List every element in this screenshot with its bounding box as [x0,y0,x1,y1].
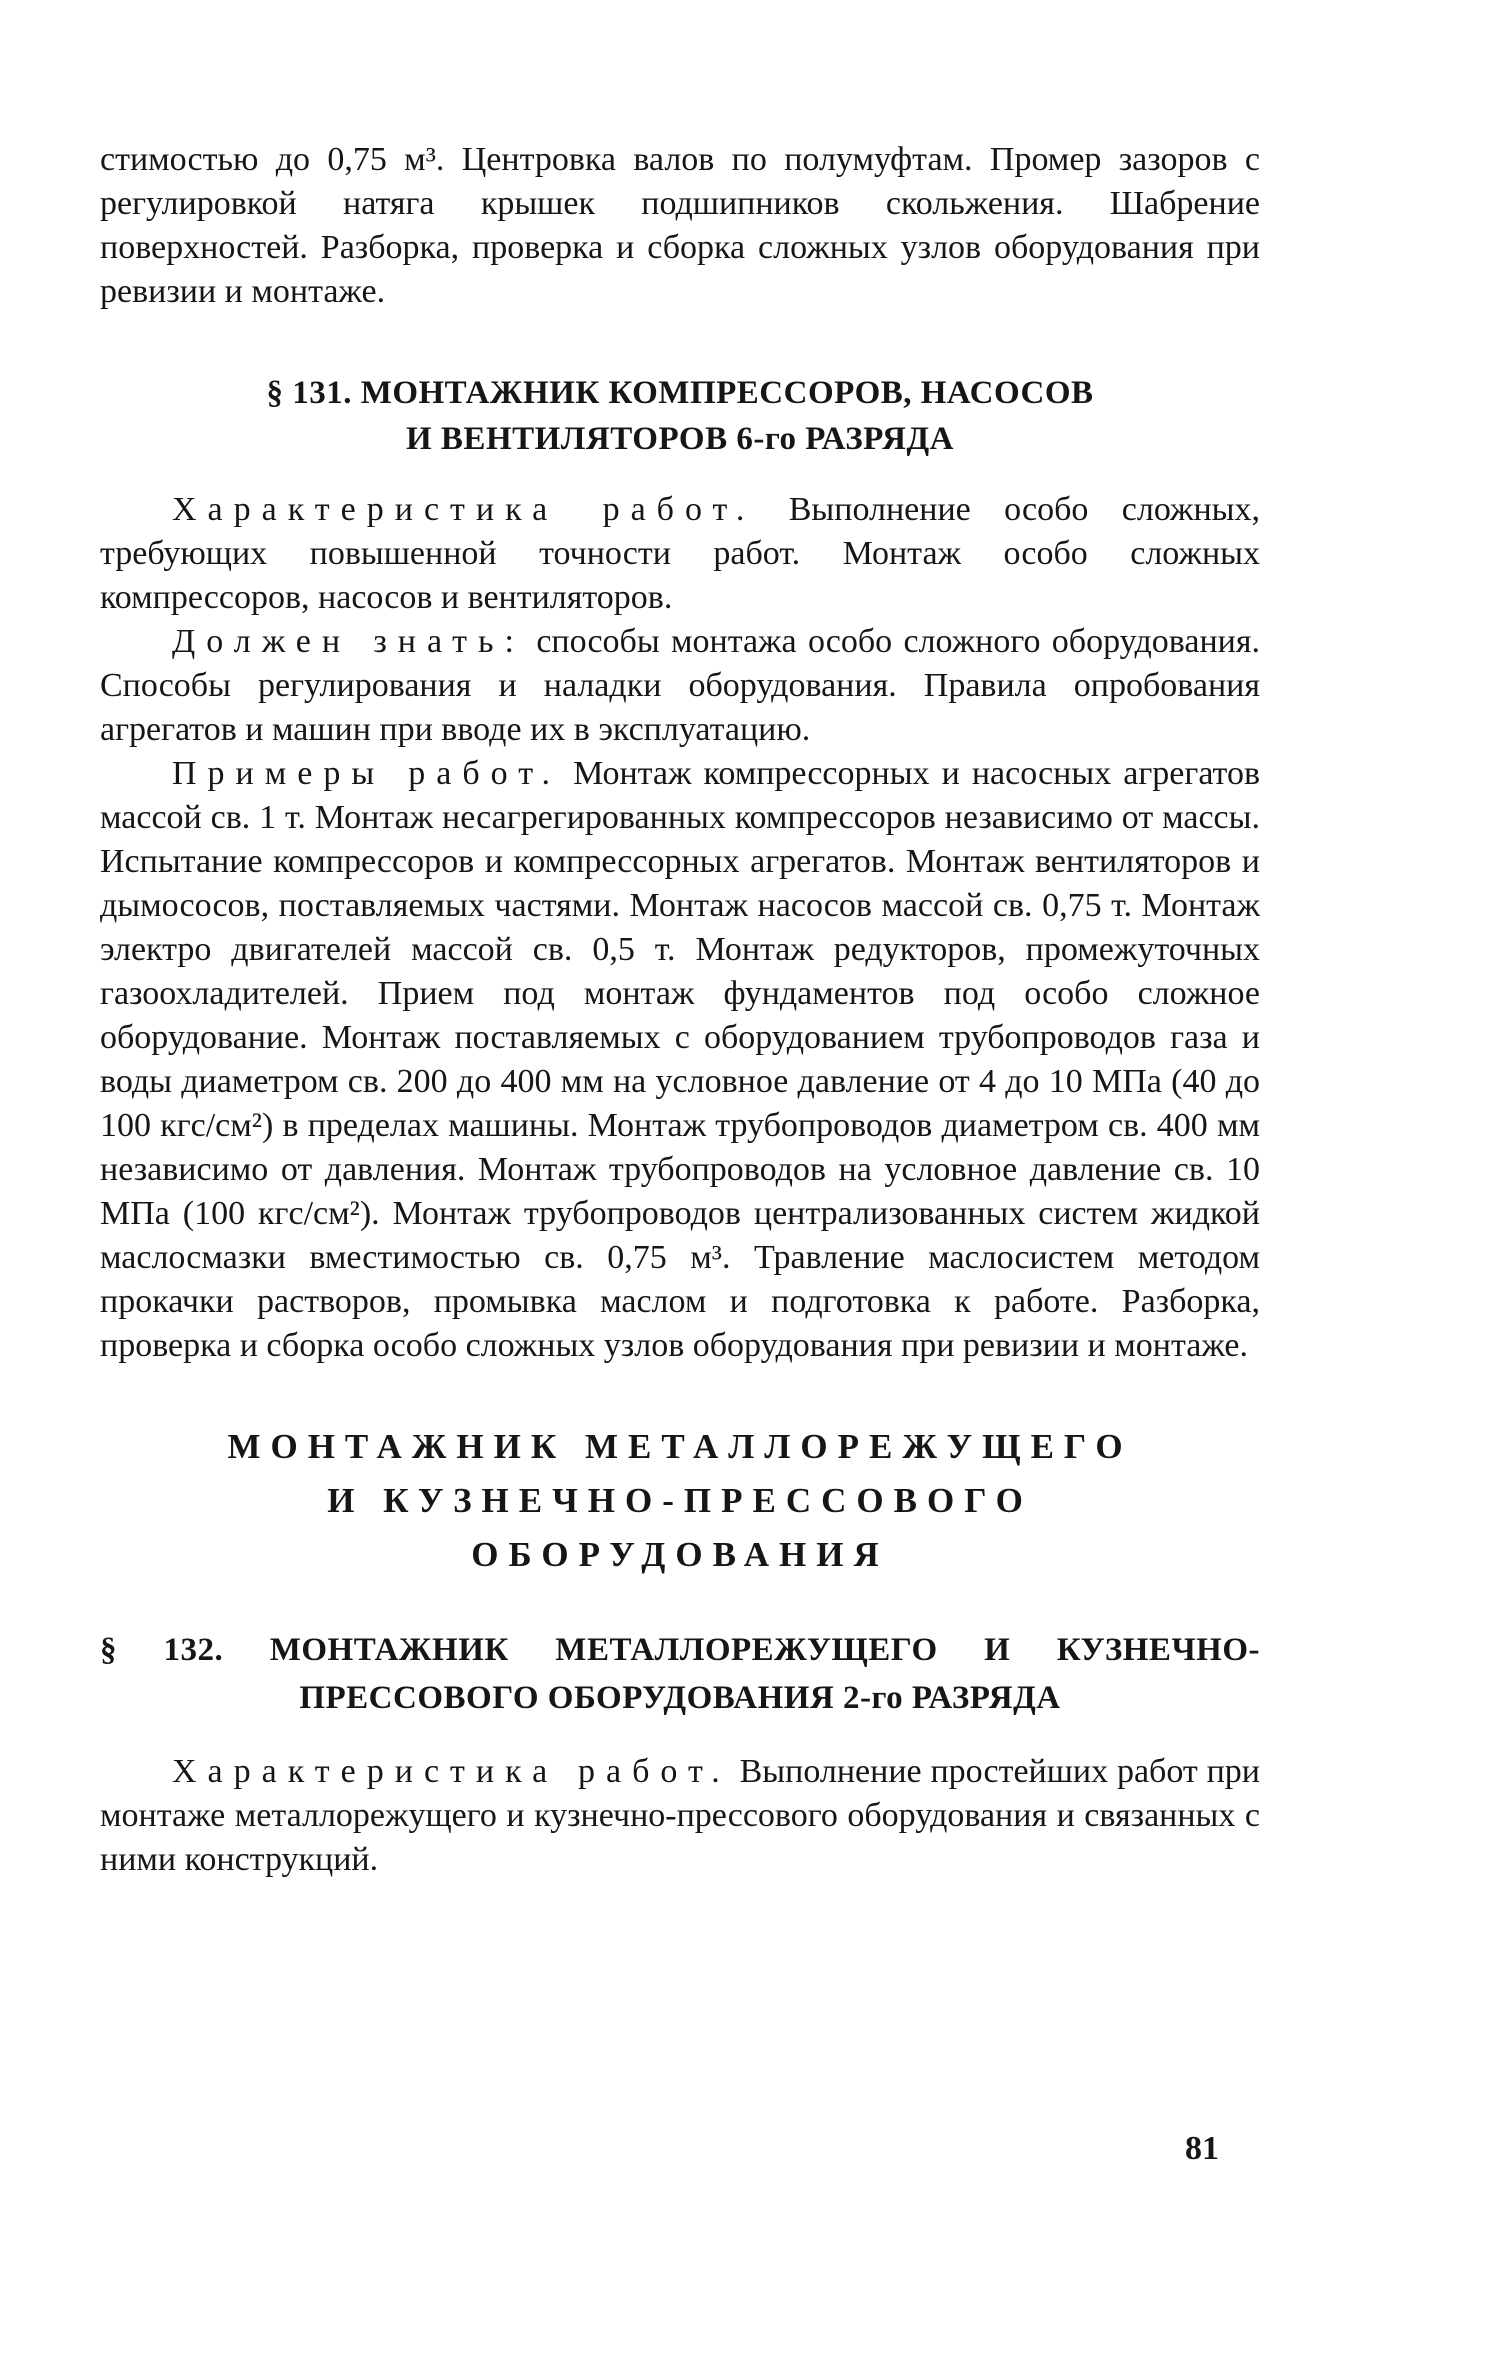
section-131-heading [100,370,1260,462]
section-132-characteristics [100,1750,1260,1882]
section-132-heading-line2: ПРЕССОВОГО ОБОРУДОВАНИЯ 2-го РАЗРЯДА [299,1680,1061,1716]
group-title [100,1420,1260,1582]
section-131-examples [100,752,1260,1368]
group-title-line3: ОБОРУДОВАНИЯ [471,1535,889,1574]
characteristics-label: Характеристика работ. [172,491,756,528]
section-131-heading-line1: § 131. МОНТАЖНИК КОМПРЕССОРОВ, НАСОСОВ [266,375,1094,411]
page-number: 81 [1185,2130,1219,2167]
section-131-heading-line2: И ВЕНТИЛЯТОРОВ 6-го РАЗРЯДА [406,421,954,457]
examples-text: Монтаж компрессорных и насосных агрегатов массой св. 1 т. Монтаж несагрегированных компрессоров независимо от массы. Испытание компрессоров и компрессорных агрегатов. Монтаж вентиляторов и дымососов, поставляемых частями. Монтаж насосов массой св. 0,75 т. Монтаж электро двигателей массой св. 0,5 т. Монтаж редукторов, промежуточных газоохладителей. Прием под монтаж фундаментов под особо сложное оборудование. Монтаж поставляемых с оборудованием трубопроводов газа и воды диаметром св. 200 до 400 мм на условное давление от 4 до 10 МПа (40 до 100 кгс/см²) в пределах машины. Монтаж трубопроводов диаметром св. 400 мм независимо от давления. Монтаж трубопроводов на условное давление св. 10 МПа (100 кгс/см²). Монтаж трубопроводов централизованных систем жидкой маслосмазки вместимостью св. 0,75 м³. Травление маслосистем методом прокачки растворов, промывка маслом и подготовка к работе. Разборка, проверка и сборка особо сложных узлов оборудования при ревизии и монтаже. [100,755,1261,1364]
must-know-text: способы монтажа особо сложного оборудования. Способы регулирования и наладки оборудования. Правила опробования агрегатов и машин при вводе их в эксплуатацию. [100,623,1261,748]
continued-paragraph: стимостью до 0,75 м³. Центровка валов по полумуфтам. Промер зазоров с регулировкой натяга крышек подшипников скольжения. Шабрение поверхностей. Разборка, проверка и сборка сложных узлов оборудования при ревизии и монтаже. [100,141,1260,310]
characteristics-text: Выполнение простейших работ при монтаже металлорежущего и кузнечно-прессового оборудования и связанных с ними конструкций. [100,1753,1260,1878]
section-131-must-know [100,620,1260,752]
document-page [100,138,1260,1882]
group-title-line1: МОНТАЖНИК МЕТАЛЛОРЕЖУЩЕГО [227,1427,1133,1466]
characteristics-label: Характеристика работ. [172,1753,731,1790]
group-title-line2: И КУЗНЕЧНО-ПРЕССОВОГО [327,1481,1033,1520]
characteristics-text: Выполнение особо сложных, требующих повышенной точности работ. Монтаж особо сложных компрессоров, насосов и вентиляторов. [100,491,1261,616]
section-132-heading-line1: § 132. МОНТАЖНИК МЕТАЛЛОРЕЖУЩЕГО И КУЗНЕЧНО- [100,1632,1260,1668]
must-know-label: Должен знать: [172,623,525,660]
examples-label: Примеры работ. [172,755,561,792]
section-132-heading [100,1626,1260,1722]
section-131-characteristics [100,488,1260,620]
